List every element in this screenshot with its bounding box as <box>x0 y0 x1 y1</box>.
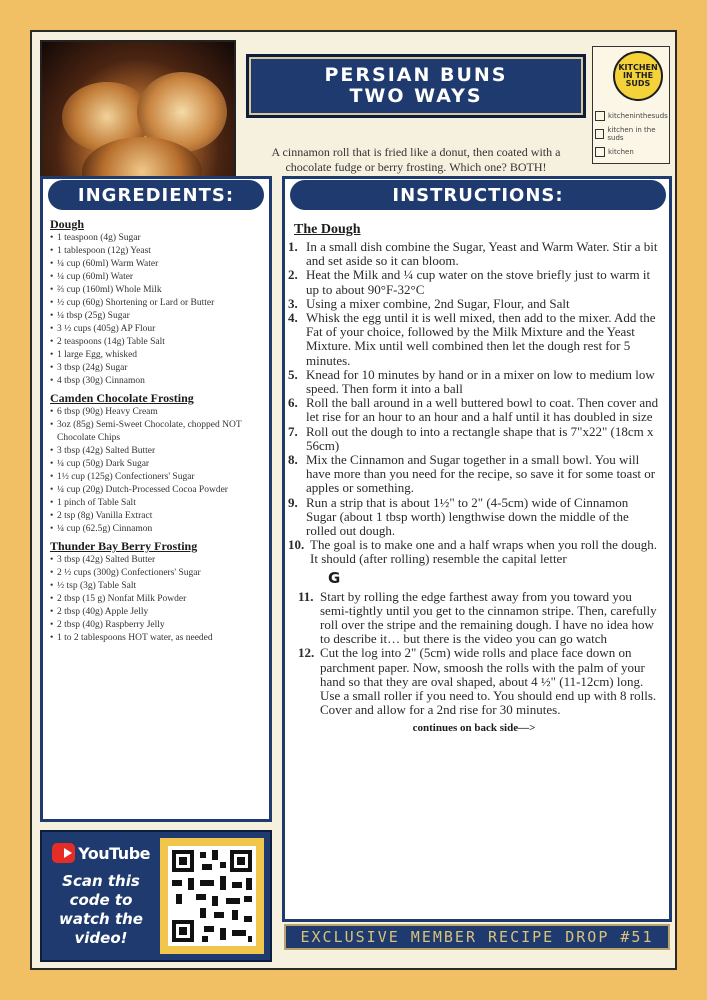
recipe-title-line2: TWO WAYS <box>349 85 483 107</box>
ingredient-item: • 1 to 2 tablespoons HOT water, as needed <box>50 632 260 645</box>
instagram-icon <box>595 111 605 121</box>
ingredient-item: • 3oz (85g) Semi-Sweet Chocolate, chopped NOT Chocolate Chips <box>50 419 260 445</box>
recipe-title-line1: PERSIAN BUNS <box>324 64 508 86</box>
ingredient-item: • 2 tbsp (40g) Raspberry Jelly <box>50 619 260 632</box>
youtube-wordmark: YouTube <box>78 843 150 863</box>
ingredient-item: • ¼ cup (60ml) Warm Water <box>50 258 260 271</box>
brand-panel <box>592 46 670 164</box>
persian-buns-photo <box>40 40 236 196</box>
ingredient-item: • ½ cup (60g) Shortening or Lard or Butter <box>50 297 260 310</box>
ingredient-item: • 2 tbsp (15 g) Nonfat Milk Powder <box>50 593 260 606</box>
ingredient-item: • 6 tbsp (90g) Heavy Cream <box>50 406 260 419</box>
kitchen-logo: KITCHEN IN THE SUDS <box>613 51 663 101</box>
ingredient-item: • 2 ½ cups (300g) Confectioners' Sugar <box>50 567 260 580</box>
ingredient-item: • ¼ tbsp (25g) Sugar <box>50 310 260 323</box>
instruction-step: 2. Heat the Milk and ¼ cup water on the stove briefly just to warm it up to about 90°F-32°C <box>288 267 651 297</box>
ingredient-item: • 3 tbsp (24g) Sugar <box>50 362 260 375</box>
ingredient-item: • ¼ cup (50g) Dark Sugar <box>50 458 260 471</box>
member-drop-banner: EXCLUSIVE MEMBER RECIPE DROP #51 <box>284 924 670 950</box>
ingredient-item: • ½ tsp (3g) Table Salt <box>50 580 260 593</box>
ingredient-item: • ⅔ cup (160ml) Whole Milk <box>50 284 260 297</box>
ingredient-item: • 3 tbsp (42g) Salted Butter <box>50 445 260 458</box>
qr-code-frame[interactable] <box>160 838 264 954</box>
instruction-step: 12. Cut the log into 2" (5cm) wide rolls and place face down on parchment paper. Now, smoosh the rolls with the palm of your hand so that they are oval shaped, about 4 ½" (11-12cm) long. Use a small roller if you need to. You should end up with 8 rolls. Cover and allow for a 2nd rise for 30 minutes. <box>298 645 657 718</box>
social-row-facebook: kitchen <box>595 145 634 159</box>
ingredients-list <box>50 214 260 645</box>
recipe-subtitle: A cinnamon roll that is fried like a donut, then coated with a chocolate fudge or berry frosting. Which one? BOTH! <box>271 145 561 174</box>
social-row-instagram: kitcheninthesuds <box>595 109 668 123</box>
video-promo-box <box>40 830 272 962</box>
ingredient-item: • 1 tablespoon (12g) Yeast <box>50 245 260 258</box>
scan-instruction: Scan this code to watch the video! <box>59 872 143 947</box>
continues-note: continues on back side—> <box>412 721 536 734</box>
ingredient-item: • 2 tsp (8g) Vanilla Extract <box>50 510 260 523</box>
instruction-step: 1. In a small dish combine the Sugar, Yeast and Warm Water. Stir a bit and set aside so it can bloom. <box>288 239 658 269</box>
instruction-step: 5. Knead for 10 minutes by hand or in a mixer on low to medium low speed. Then form it into a ball <box>288 366 655 397</box>
instructions-heading: INSTRUCTIONS: <box>290 180 666 210</box>
ingredient-item: • 1 teaspoon (4g) Sugar <box>50 232 260 245</box>
ingredient-item: • 1 pinch of Table Salt <box>50 497 260 510</box>
qr-code-icon <box>168 846 256 946</box>
ingredient-item: • ¼ cup (62.5g) Cinnamon <box>50 523 260 536</box>
ingredient-item: • 2 tbsp (40g) Apple Jelly <box>50 606 260 619</box>
ingredients-section-title: Dough <box>50 217 85 231</box>
ingredient-item: • 3 ½ cups (405g) AP Flour <box>50 323 260 336</box>
instructions-section-title: The Dough <box>294 222 361 237</box>
social-row-youtube: kitchen in the suds <box>595 127 669 141</box>
ingredients-section-title: Camden Chocolate Frosting <box>50 391 194 405</box>
ingredient-item: • ¼ cup (20g) Dutch-Processed Cocoa Powder <box>50 484 260 497</box>
ingredients-heading: INGREDIENTS: <box>48 180 264 210</box>
ingredient-item: • 3 tbsp (42g) Salted Butter <box>50 554 260 567</box>
ingredient-item: • ¼ cup (60ml) Water <box>50 271 260 284</box>
instruction-step: 3. Using a mixer combine, 2nd Sugar, Flour, and Salt <box>288 295 570 311</box>
instruction-step: 10. The goal is to make one and a half wraps when you roll the dough. It should (after rolling) resemble the capital letter <box>288 537 657 567</box>
qr-code[interactable] <box>168 846 256 946</box>
ingredients-section-title: Thunder Bay Berry Frosting <box>50 539 198 553</box>
recipe-title-box <box>246 54 586 118</box>
ingredient-item: • 2 teaspoons (14g) Table Salt <box>50 336 260 349</box>
instruction-step: 4. Whisk the egg until it is well mixed, then add to the mixer. Add the Fat of your choice, followed by the Milk Mixture and the Yeast Mixture. Mix until well combined then let the dough rest for 5 minutes. <box>288 310 656 368</box>
instruction-step: 7. Roll out the dough to into a rectangle shape that is 7"x22" (18cm x 56cm) <box>288 423 654 453</box>
youtube-logo <box>52 840 150 866</box>
youtube-play-icon <box>52 843 75 863</box>
ingredient-item: • 4 tbsp (30g) Cinnamon <box>50 375 260 388</box>
youtube-icon <box>595 129 604 139</box>
ingredient-item: • 1½ cup (125g) Confectioners' Sugar <box>50 471 260 484</box>
facebook-icon <box>595 147 605 157</box>
instruction-step: 6. Roll the ball around in a well buttered bowl to coat. Then cover and let rise for an hour to an hour and a half until it has doubled in size <box>288 395 659 425</box>
instruction-step: 9. Run a strip that is about 1½" to 2" (4-5cm) wide of Cinnamon Sugar (about 1 tbsp worth) lengthwise down the middle of the rolled out dough. <box>288 494 629 539</box>
instruction-step: 11. Start by rolling the edge farthest away from you toward you semi-tightly until you get to the cinnamon stripe. Then, carefully roll over the stripe and the remaining dough. I have no idea how to describe it… but there is the video you can go watch <box>298 588 657 647</box>
ingredient-item: • 1 large Egg, whisked <box>50 349 260 362</box>
capital-g-letter: G <box>328 568 341 587</box>
instruction-step: 8. Mix the Cinnamon and Sugar together in a small bowl. You will have more than you need for the recipe, so save it for some toast or apples or something. <box>288 452 656 496</box>
instructions-body <box>288 220 660 734</box>
